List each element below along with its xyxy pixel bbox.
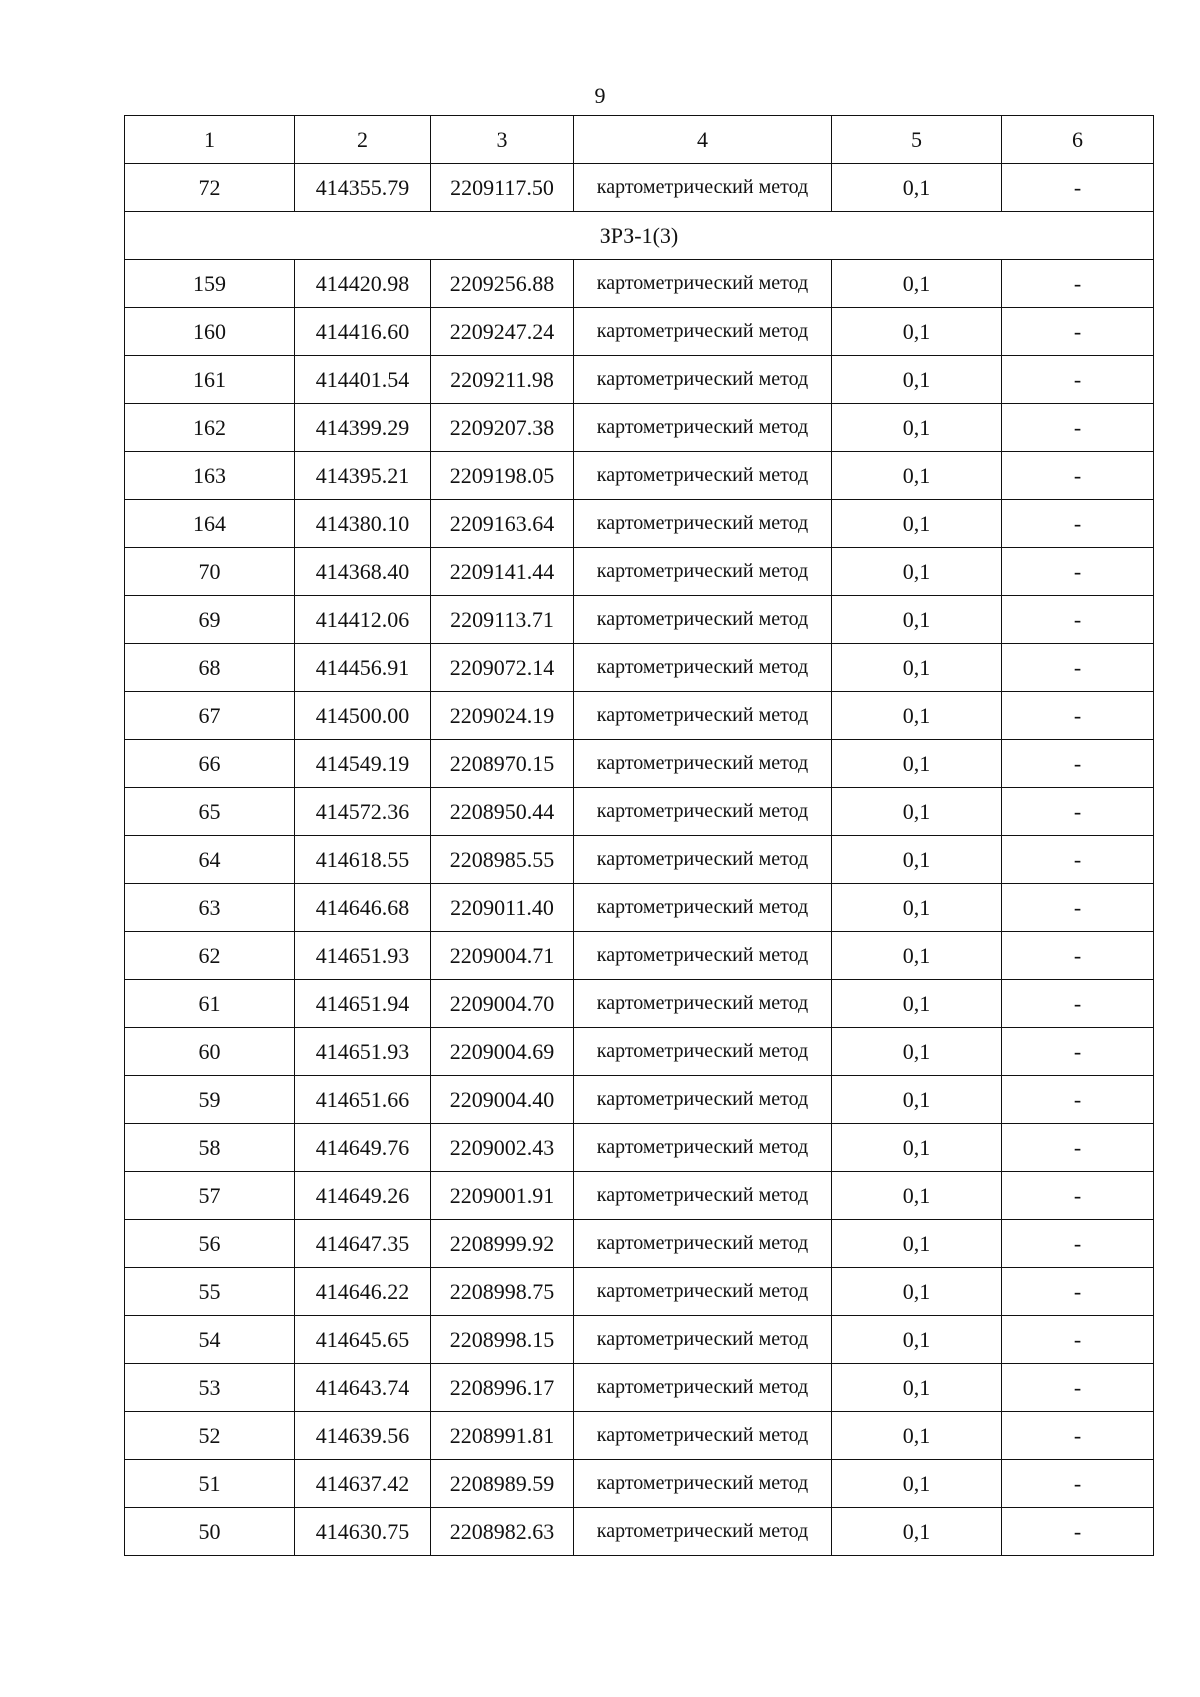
section-row — [125, 212, 1154, 260]
note-cell: - — [1002, 1508, 1154, 1556]
method-cell: картометрический метод — [574, 1460, 832, 1508]
point-number-cell: 61 — [125, 980, 295, 1028]
note-cell: - — [1002, 164, 1154, 212]
table-row — [125, 1460, 1154, 1508]
note-cell: - — [1002, 932, 1154, 980]
x-coordinate-cell: 414420.98 — [295, 260, 431, 308]
note-cell: - — [1002, 452, 1154, 500]
y-coordinate-cell: 2209004.70 — [431, 980, 574, 1028]
x-coordinate-cell: 414646.68 — [295, 884, 431, 932]
y-coordinate-cell: 2209117.50 — [431, 164, 574, 212]
x-coordinate-cell: 414651.93 — [295, 1028, 431, 1076]
method-cell: картометрический метод — [574, 1172, 832, 1220]
y-coordinate-cell: 2208970.15 — [431, 740, 574, 788]
accuracy-cell: 0,1 — [832, 1220, 1002, 1268]
accuracy-cell: 0,1 — [832, 740, 1002, 788]
method-cell: картометрический метод — [574, 500, 832, 548]
method-cell: картометрический метод — [574, 1316, 832, 1364]
accuracy-cell: 0,1 — [832, 1124, 1002, 1172]
x-coordinate-cell: 414637.42 — [295, 1460, 431, 1508]
coordinates-table — [124, 115, 1154, 1556]
note-cell: - — [1002, 1124, 1154, 1172]
point-number-cell: 66 — [125, 740, 295, 788]
note-cell: - — [1002, 740, 1154, 788]
x-coordinate-cell: 414649.26 — [295, 1172, 431, 1220]
point-number-cell: 64 — [125, 836, 295, 884]
note-cell: - — [1002, 692, 1154, 740]
y-coordinate-cell: 2208996.17 — [431, 1364, 574, 1412]
y-coordinate-cell: 2208982.63 — [431, 1508, 574, 1556]
point-number-cell: 50 — [125, 1508, 295, 1556]
y-coordinate-cell: 2209207.38 — [431, 404, 574, 452]
x-coordinate-cell: 414651.66 — [295, 1076, 431, 1124]
y-coordinate-cell: 2208950.44 — [431, 788, 574, 836]
note-cell: - — [1002, 260, 1154, 308]
accuracy-cell: 0,1 — [832, 1460, 1002, 1508]
y-coordinate-cell: 2209198.05 — [431, 452, 574, 500]
y-coordinate-cell: 2208998.75 — [431, 1268, 574, 1316]
method-cell: картометрический метод — [574, 404, 832, 452]
method-cell: картометрический метод — [574, 1028, 832, 1076]
y-coordinate-cell: 2209002.43 — [431, 1124, 574, 1172]
method-cell: картометрический метод — [574, 980, 832, 1028]
header-cell: 3 — [431, 116, 574, 164]
note-cell: - — [1002, 596, 1154, 644]
x-coordinate-cell: 414651.93 — [295, 932, 431, 980]
table-row — [125, 1076, 1154, 1124]
method-cell: картометрический метод — [574, 452, 832, 500]
note-cell: - — [1002, 1220, 1154, 1268]
accuracy-cell: 0,1 — [832, 164, 1002, 212]
table-row — [125, 1268, 1154, 1316]
accuracy-cell: 0,1 — [832, 452, 1002, 500]
method-cell: картометрический метод — [574, 884, 832, 932]
header-cell: 5 — [832, 116, 1002, 164]
y-coordinate-cell: 2209141.44 — [431, 548, 574, 596]
note-cell: - — [1002, 1412, 1154, 1460]
x-coordinate-cell: 414618.55 — [295, 836, 431, 884]
accuracy-cell: 0,1 — [832, 1316, 1002, 1364]
y-coordinate-cell: 2209004.69 — [431, 1028, 574, 1076]
point-number-cell: 72 — [125, 164, 295, 212]
table-row — [125, 1220, 1154, 1268]
point-number-cell: 51 — [125, 1460, 295, 1508]
point-number-cell: 57 — [125, 1172, 295, 1220]
note-cell: - — [1002, 1268, 1154, 1316]
method-cell: картометрический метод — [574, 692, 832, 740]
note-cell: - — [1002, 308, 1154, 356]
method-cell: картометрический метод — [574, 596, 832, 644]
x-coordinate-cell: 414647.35 — [295, 1220, 431, 1268]
table-row — [125, 932, 1154, 980]
point-number-cell: 160 — [125, 308, 295, 356]
table-row — [125, 980, 1154, 1028]
table-row — [125, 1508, 1154, 1556]
header-cell: 2 — [295, 116, 431, 164]
page-number: 9 — [594, 83, 606, 108]
note-cell: - — [1002, 1364, 1154, 1412]
x-coordinate-cell: 414572.36 — [295, 788, 431, 836]
x-coordinate-cell: 414399.29 — [295, 404, 431, 452]
accuracy-cell: 0,1 — [832, 1268, 1002, 1316]
y-coordinate-cell: 2209113.71 — [431, 596, 574, 644]
y-coordinate-cell: 2209004.71 — [431, 932, 574, 980]
x-coordinate-cell: 414645.65 — [295, 1316, 431, 1364]
accuracy-cell: 0,1 — [832, 260, 1002, 308]
method-cell: картометрический метод — [574, 1076, 832, 1124]
table-row — [125, 1412, 1154, 1460]
x-coordinate-cell: 414643.74 — [295, 1364, 431, 1412]
point-number-cell: 55 — [125, 1268, 295, 1316]
x-coordinate-cell: 414368.40 — [295, 548, 431, 596]
table-row — [125, 164, 1154, 212]
section-title: ЗРЗ-1(3) — [125, 212, 1154, 260]
x-coordinate-cell: 414401.54 — [295, 356, 431, 404]
y-coordinate-cell: 2209004.40 — [431, 1076, 574, 1124]
x-coordinate-cell: 414500.00 — [295, 692, 431, 740]
accuracy-cell: 0,1 — [832, 404, 1002, 452]
table-row — [125, 1316, 1154, 1364]
table-row — [125, 1172, 1154, 1220]
y-coordinate-cell: 2208989.59 — [431, 1460, 574, 1508]
accuracy-cell: 0,1 — [832, 980, 1002, 1028]
x-coordinate-cell: 414549.19 — [295, 740, 431, 788]
accuracy-cell: 0,1 — [832, 692, 1002, 740]
x-coordinate-cell: 414412.06 — [295, 596, 431, 644]
point-number-cell: 67 — [125, 692, 295, 740]
method-cell: картометрический метод — [574, 260, 832, 308]
x-coordinate-cell: 414395.21 — [295, 452, 431, 500]
method-cell: картометрический метод — [574, 932, 832, 980]
x-coordinate-cell: 414651.94 — [295, 980, 431, 1028]
x-coordinate-cell: 414416.60 — [295, 308, 431, 356]
table-row — [125, 260, 1154, 308]
method-cell: картометрический метод — [574, 1124, 832, 1172]
x-coordinate-cell: 414380.10 — [295, 500, 431, 548]
y-coordinate-cell: 2208998.15 — [431, 1316, 574, 1364]
accuracy-cell: 0,1 — [832, 1508, 1002, 1556]
x-coordinate-cell: 414639.56 — [295, 1412, 431, 1460]
point-number-cell: 65 — [125, 788, 295, 836]
method-cell: картометрический метод — [574, 308, 832, 356]
note-cell: - — [1002, 1460, 1154, 1508]
table-row — [125, 548, 1154, 596]
table-row — [125, 1028, 1154, 1076]
y-coordinate-cell: 2209247.24 — [431, 308, 574, 356]
method-cell: картометрический метод — [574, 836, 832, 884]
table-row — [125, 308, 1154, 356]
note-cell: - — [1002, 980, 1154, 1028]
note-cell: - — [1002, 644, 1154, 692]
table-row — [125, 356, 1154, 404]
method-cell: картометрический метод — [574, 644, 832, 692]
x-coordinate-cell: 414649.76 — [295, 1124, 431, 1172]
y-coordinate-cell: 2209211.98 — [431, 356, 574, 404]
coordinates-table-body — [125, 116, 1154, 1556]
point-number-cell: 161 — [125, 356, 295, 404]
y-coordinate-cell: 2209163.64 — [431, 500, 574, 548]
x-coordinate-cell: 414456.91 — [295, 644, 431, 692]
y-coordinate-cell: 2209011.40 — [431, 884, 574, 932]
point-number-cell: 60 — [125, 1028, 295, 1076]
accuracy-cell: 0,1 — [832, 1364, 1002, 1412]
point-number-cell: 58 — [125, 1124, 295, 1172]
note-cell: - — [1002, 1172, 1154, 1220]
point-number-cell: 68 — [125, 644, 295, 692]
method-cell: картометрический метод — [574, 1268, 832, 1316]
method-cell: картометрический метод — [574, 1364, 832, 1412]
table-row — [125, 836, 1154, 884]
accuracy-cell: 0,1 — [832, 1028, 1002, 1076]
point-number-cell: 69 — [125, 596, 295, 644]
accuracy-cell: 0,1 — [832, 356, 1002, 404]
point-number-cell: 59 — [125, 1076, 295, 1124]
table-row — [125, 1124, 1154, 1172]
point-number-cell: 54 — [125, 1316, 295, 1364]
accuracy-cell: 0,1 — [832, 500, 1002, 548]
note-cell: - — [1002, 1028, 1154, 1076]
point-number-cell: 62 — [125, 932, 295, 980]
y-coordinate-cell: 2208985.55 — [431, 836, 574, 884]
table-row — [125, 500, 1154, 548]
note-cell: - — [1002, 548, 1154, 596]
table-row — [125, 740, 1154, 788]
accuracy-cell: 0,1 — [832, 884, 1002, 932]
table-row — [125, 1364, 1154, 1412]
table-row — [125, 452, 1154, 500]
y-coordinate-cell: 2209001.91 — [431, 1172, 574, 1220]
point-number-cell: 164 — [125, 500, 295, 548]
accuracy-cell: 0,1 — [832, 308, 1002, 356]
method-cell: картометрический метод — [574, 548, 832, 596]
point-number-cell: 63 — [125, 884, 295, 932]
accuracy-cell: 0,1 — [832, 1172, 1002, 1220]
accuracy-cell: 0,1 — [832, 596, 1002, 644]
note-cell: - — [1002, 404, 1154, 452]
table-row — [125, 884, 1154, 932]
x-coordinate-cell: 414646.22 — [295, 1268, 431, 1316]
method-cell: картометрический метод — [574, 1412, 832, 1460]
note-cell: - — [1002, 1316, 1154, 1364]
note-cell: - — [1002, 356, 1154, 404]
header-cell: 6 — [1002, 116, 1154, 164]
x-coordinate-cell: 414630.75 — [295, 1508, 431, 1556]
note-cell: - — [1002, 884, 1154, 932]
note-cell: - — [1002, 836, 1154, 884]
method-cell: картометрический метод — [574, 788, 832, 836]
y-coordinate-cell: 2208991.81 — [431, 1412, 574, 1460]
note-cell: - — [1002, 500, 1154, 548]
accuracy-cell: 0,1 — [832, 932, 1002, 980]
y-coordinate-cell: 2209024.19 — [431, 692, 574, 740]
table-row — [125, 692, 1154, 740]
table-row — [125, 644, 1154, 692]
table-row — [125, 788, 1154, 836]
y-coordinate-cell: 2208999.92 — [431, 1220, 574, 1268]
table-header-row — [125, 116, 1154, 164]
accuracy-cell: 0,1 — [832, 836, 1002, 884]
header-cell: 4 — [574, 116, 832, 164]
y-coordinate-cell: 2209072.14 — [431, 644, 574, 692]
method-cell: картометрический метод — [574, 740, 832, 788]
table-row — [125, 596, 1154, 644]
point-number-cell: 163 — [125, 452, 295, 500]
x-coordinate-cell: 414355.79 — [295, 164, 431, 212]
y-coordinate-cell: 2209256.88 — [431, 260, 574, 308]
accuracy-cell: 0,1 — [832, 644, 1002, 692]
method-cell: картометрический метод — [574, 1508, 832, 1556]
point-number-cell: 52 — [125, 1412, 295, 1460]
accuracy-cell: 0,1 — [832, 1412, 1002, 1460]
header-cell: 1 — [125, 116, 295, 164]
point-number-cell: 159 — [125, 260, 295, 308]
point-number-cell: 56 — [125, 1220, 295, 1268]
accuracy-cell: 0,1 — [832, 1076, 1002, 1124]
method-cell: картометрический метод — [574, 164, 832, 212]
point-number-cell: 162 — [125, 404, 295, 452]
method-cell: картометрический метод — [574, 356, 832, 404]
table-row — [125, 404, 1154, 452]
accuracy-cell: 0,1 — [832, 548, 1002, 596]
method-cell: картометрический метод — [574, 1220, 832, 1268]
accuracy-cell: 0,1 — [832, 788, 1002, 836]
note-cell: - — [1002, 1076, 1154, 1124]
note-cell: - — [1002, 788, 1154, 836]
point-number-cell: 53 — [125, 1364, 295, 1412]
point-number-cell: 70 — [125, 548, 295, 596]
